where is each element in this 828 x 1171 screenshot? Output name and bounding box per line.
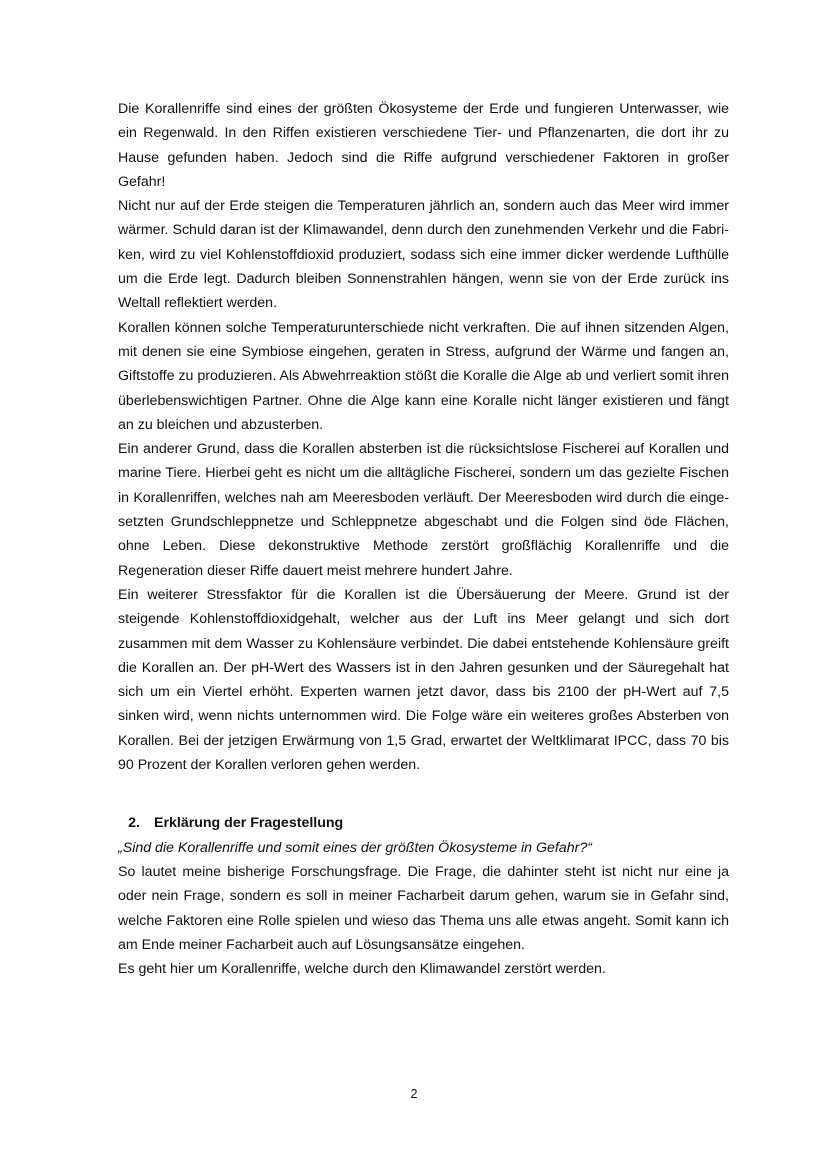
section-number: 2. — [128, 815, 140, 832]
page-content — [118, 97, 729, 981]
paragraph-temperature: Nicht nur auf der Erde steigen die Temperaturen jährlich an, sondern auch das Meer wird immer wärmer. Schuld daran ist der Klimawandel, denn durch den zunehmenden Verkehr und die Fabriken, wird zu viel Kohlenstoffdioxid produziert, sodass sich eine immer dicker werdende Lufthülle um die Erde legt. Dadurch bleiben Sonnenstrahlen hängen, wenn sie von der Erde zurück ins Weltall reflektiert werden. — [118, 198, 729, 312]
section-title: Erklärung der Fragestellung — [154, 815, 344, 832]
page-number: 2 — [410, 1087, 418, 1101]
paragraph-algae: Korallen können solche Temperaturunterschiede nicht verkraften. Die auf ihnen sitzenden Algen, mit denen sie eine Symbiose eingehen, geraten in Stress, aufgrund der Wärme und fangen an, Giftstoffe zu produzieren. Als Abwehrreaktion stößt die Koralle die Alge ab und verliert somit ihren überlebenswichtigen Partner. Ohne die Alge kann eine Koralle nicht länger existieren und fängt an zu bleichen und abzusterben. — [118, 319, 729, 433]
paragraph-intro: Die Korallenriffe sind eines der größten Ökosysteme der Erde und fungieren Unterwasser, wie ein Regenwald. In den Riffen existieren verschiedene Tier- und Pflanzenarten, die dort ihr zu Hause gefunden haben. Jedoch sind die Riffe aufgrund verschiedener Faktoren in großer Gefahr! — [118, 101, 729, 190]
section-heading — [118, 811, 729, 835]
paragraph-question-explanation: So lautet meine bisherige Forschungsfrage. Die Frage, die dahinter steht ist nicht nur eine ja oder nein Frage, sondern es soll in meiner Facharbeit darum gehen, warum sie in Gefahr sind, welche Faktoren eine Rolle spielen und wieso das Thema uns alle etwas angeht. Somit kann ich am Ende meiner Facharbeit auch auf Lösungsansätze eingehen. — [118, 863, 729, 953]
paragraph-acidification: Ein weiterer Stressfaktor für die Korallen ist die Übersäuerung der Meere. Grund ist der steigende Kohlenstoffdioxidgehalt, welcher aus der Luft ins Meer gelangt und sich dort zusammen mit dem Wasser zu Kohlensäure verbindet. Die dabei entstehende Kohlensäure greift die Korallen an. Der pH-Wert des Wassers ist in den Jahren gesunken und der Säuregehalt hat sich um ein Viertel erhöht. Experten warnen jetzt davor, dass bis 2100 der pH-Wert auf 7,5 sinken wird, wenn nichts unternommen wird. Die Folge wäre ein weiteres großes Absterben von Korallen. Bei der jetzigen Erwärmung von 1,5 Grad, erwartet der Weltklimarat IPCC, dass 70 bis 90 Prozent der Korallen verloren gehen werden. — [118, 586, 729, 774]
paragraph-fishing: Ein anderer Grund, dass die Korallen absterben ist die rücksichtslose Fischerei auf Korallen und marine Tiere. Hierbei geht es nicht um die alltägliche Fischerei, sondern um das gezielte Fischen in Korallenriffen, welches nah am Meeresboden verläuft. Der Meeresboden wird durch die eingesetzten Grundschleppnetze und Schleppnetze abgeschabt und die Folgen sind öde Flächen, ohne Leben. Diese dekonstruktive Methode zerstört großflächig Korallenriffe und die Regeneration dieser Riffe dauert meist mehrere hundert Jahre. — [118, 441, 729, 579]
paragraph-topic: Es geht hier um Korallenriffe, welche durch den Klimawandel zerstört werden. — [118, 961, 606, 978]
research-question: „Sind die Korallenriffe und somit eines der größten Ökosysteme in Gefahr?“ — [118, 839, 592, 856]
